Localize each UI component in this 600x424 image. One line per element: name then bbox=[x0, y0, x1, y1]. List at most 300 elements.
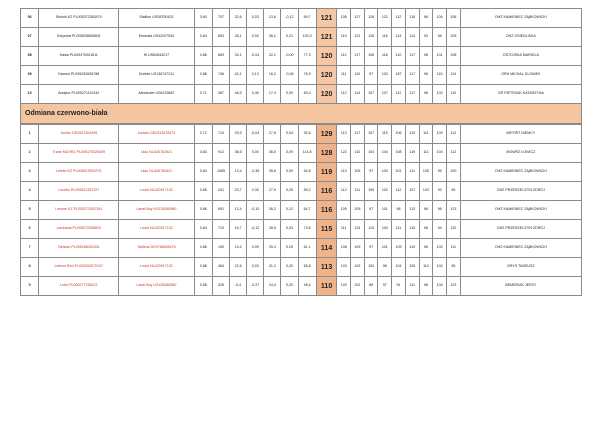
cell-c8: 98 bbox=[433, 201, 447, 220]
cell-bialko-kg: 27,9 bbox=[264, 182, 281, 201]
cell-c7: 111 bbox=[419, 144, 433, 163]
cell-lp: 09 bbox=[21, 66, 39, 85]
cell-mleko: 713 bbox=[212, 220, 229, 239]
cell-c4: 103 bbox=[378, 66, 392, 85]
cell-c3: 110 bbox=[364, 220, 378, 239]
cell-c5: 108 bbox=[392, 144, 406, 163]
cell-pf-score: 121 bbox=[316, 9, 337, 28]
cell-ojciec: Jorasto DE0313678473 bbox=[119, 125, 194, 144]
cell-odbiorca: OHZ KAMIENIEC ZĄBKOWICKI bbox=[460, 239, 581, 258]
cell-odbiorca: IMPORT NIEMCY bbox=[460, 125, 581, 144]
cell-c3: 97 bbox=[364, 239, 378, 258]
table-row bbox=[21, 239, 582, 258]
cell-bialko-kg: 16,2 bbox=[264, 66, 281, 85]
cell-lp: 9 bbox=[21, 277, 39, 296]
cell-ojciec: Emerald US42207534 bbox=[119, 28, 194, 47]
cell-mleko: 387 bbox=[212, 85, 229, 104]
cell-mleko: 326 bbox=[212, 277, 229, 296]
cell-tluszcz-proc: 0,00 bbox=[247, 144, 264, 163]
cell-c4: 101 bbox=[378, 239, 392, 258]
cell-c3: 107 bbox=[364, 125, 378, 144]
cell-c1: 109 bbox=[337, 201, 351, 220]
cell-pf-score: 115 bbox=[316, 220, 337, 239]
cell-lp: 3 bbox=[21, 163, 39, 182]
cell-pf-score: 110 bbox=[316, 277, 337, 296]
cell-tluszcz-kg: 29,5 bbox=[230, 125, 247, 144]
cell-bialko-kg: 21,2 bbox=[264, 258, 281, 277]
cell-c9: 100 bbox=[446, 163, 460, 182]
cell-c9: 123 bbox=[446, 277, 460, 296]
cell-bialko-kg: 22,1 bbox=[264, 47, 281, 66]
cell-mleko: 669 bbox=[212, 47, 229, 66]
cell-tluszcz-kg: 13,4 bbox=[230, 239, 247, 258]
cell-mleko: 912 bbox=[212, 144, 229, 163]
cell-c6: 107 bbox=[405, 182, 419, 201]
cell-bialko-proc: 0,21 bbox=[281, 28, 298, 47]
cell-c8: 94 bbox=[433, 220, 447, 239]
cell-bull: Hawa PL005470001611 bbox=[39, 47, 119, 66]
cell-lp: 08 bbox=[21, 47, 39, 66]
cell-bialko-kg: 13,6 bbox=[264, 9, 281, 28]
cell-pf: 64,7 bbox=[298, 201, 316, 220]
cell-tluszcz-kg: 12,4 bbox=[230, 201, 247, 220]
cell-lp: 06 bbox=[21, 9, 39, 28]
cell-c5: 112 bbox=[392, 85, 406, 104]
cell-bialko-proc: 0,20 bbox=[281, 277, 298, 296]
cell-tluszcz-proc: -0,12 bbox=[247, 220, 264, 239]
cell-c2: 117 bbox=[351, 125, 365, 144]
cell-lp: 10 bbox=[21, 85, 39, 104]
cell-ojciec: Lilac NLA26782621 bbox=[119, 163, 194, 182]
cell-ojciec: Leola NL420917132 bbox=[119, 258, 194, 277]
cell-pf-score: 121 bbox=[316, 28, 337, 47]
table-section bbox=[20, 124, 582, 296]
cell-tluszcz-kg: 38,5 bbox=[230, 144, 247, 163]
cell-rel: 0.72 bbox=[194, 125, 212, 144]
cell-c1: 111 bbox=[337, 220, 351, 239]
cell-c6: 119 bbox=[405, 239, 419, 258]
cell-c8: 104 bbox=[433, 277, 447, 296]
cell-c4: 118 bbox=[378, 47, 392, 66]
cell-bull: Libelin KZ PL005537893279 bbox=[39, 163, 119, 182]
cell-bialko-proc: -0,00 bbox=[281, 47, 298, 66]
cell-c1: 108 bbox=[337, 239, 351, 258]
cell-c9: 95 bbox=[446, 182, 460, 201]
cell-bialko-kg: 17,4 bbox=[264, 85, 281, 104]
table-row bbox=[21, 9, 582, 28]
cell-c6: 105 bbox=[405, 258, 419, 277]
cell-odbiorca: OHZ PRZERZECZYN ZDRÓJ bbox=[460, 182, 581, 201]
cell-pf-score: 120 bbox=[316, 47, 337, 66]
cell-c8: 104 bbox=[433, 9, 447, 28]
cell-ojciec: Hi US62844217 bbox=[119, 47, 194, 66]
cell-bialko-proc: 0,00 bbox=[281, 163, 298, 182]
cell-rel: 0.86 bbox=[194, 47, 212, 66]
cell-pf-score: 128 bbox=[316, 144, 337, 163]
cell-c7: 98 bbox=[419, 47, 433, 66]
cell-c9: 109 bbox=[446, 28, 460, 47]
cell-tluszcz-kg: 46,5 bbox=[230, 85, 247, 104]
cell-c5: 101 bbox=[392, 163, 406, 182]
cell-pf-score: 113 bbox=[316, 258, 337, 277]
cell-lp: 5 bbox=[21, 201, 39, 220]
cell-c4: 97 bbox=[378, 277, 392, 296]
table-row bbox=[21, 258, 582, 277]
cell-bialko-kg: 36,5 bbox=[264, 144, 281, 163]
cell-tluszcz-proc: 0,13 bbox=[247, 66, 264, 85]
cell-c9: 112 bbox=[446, 144, 460, 163]
table-row bbox=[21, 182, 582, 201]
cell-pf: 64,8 bbox=[298, 163, 316, 182]
cell-c9: 111 bbox=[446, 239, 460, 258]
cell-lp: 1 bbox=[21, 125, 39, 144]
cell-ojciec: Lilac NLA26782621 bbox=[119, 144, 194, 163]
cell-c2: 111 bbox=[351, 182, 365, 201]
cell-c9: 110 bbox=[446, 85, 460, 104]
cell-mleko: 653 bbox=[212, 28, 229, 47]
cell-odbiorca: ORH MICHAL GLOWEK bbox=[460, 66, 581, 85]
cell-tluszcz-proc: -0,10 bbox=[247, 201, 264, 220]
cell-c7: 98 bbox=[419, 66, 433, 85]
table-row bbox=[21, 144, 582, 163]
cell-lp: 7 bbox=[21, 239, 39, 258]
cell-c7: 98 bbox=[419, 9, 433, 28]
cell-c3: 109 bbox=[364, 182, 378, 201]
cell-c6: 119 bbox=[405, 144, 419, 163]
cell-tluszcz-proc: -0,04 bbox=[247, 125, 264, 144]
cell-bull: Damon PL005292695788 bbox=[39, 66, 119, 85]
cell-ojciec: Stallion USS8750432 bbox=[119, 9, 194, 28]
cell-c5: 111 bbox=[392, 220, 406, 239]
cell-c2: 109 bbox=[351, 239, 365, 258]
cell-c8: 98 bbox=[433, 28, 447, 47]
cell-bialko-kg: 24,4 bbox=[264, 277, 281, 296]
cell-tluszcz-kg: 33,1 bbox=[230, 47, 247, 66]
cell-pf: 100,3 bbox=[298, 28, 316, 47]
cell-bialko-kg: 27,8 bbox=[264, 125, 281, 144]
cell-c3: 128 bbox=[364, 9, 378, 28]
cell-c2: 121 bbox=[351, 28, 365, 47]
cell-c8: 102 bbox=[433, 85, 447, 104]
cell-c5: 114 bbox=[392, 28, 406, 47]
section-title: Odmiana czerwono-biała bbox=[20, 104, 582, 124]
cell-c5: 91 bbox=[392, 277, 406, 296]
cell-rel: 0.83 bbox=[194, 144, 212, 163]
cell-c5: 112 bbox=[392, 9, 406, 28]
table-row bbox=[21, 125, 582, 144]
cell-pf-score: 120 bbox=[316, 85, 337, 104]
cell-rel: 0.84 bbox=[194, 220, 212, 239]
cell-c2: 127 bbox=[351, 9, 365, 28]
cell-c6: 111 bbox=[405, 163, 419, 182]
cell-mleko: 746 bbox=[212, 66, 229, 85]
cell-pf: 76,9 bbox=[298, 66, 316, 85]
cell-rel: 0.60 bbox=[194, 9, 212, 28]
cell-bull: Trane MCHRZ PL005375325399 bbox=[39, 144, 119, 163]
cell-c1: 112 bbox=[337, 85, 351, 104]
cell-ojciec: Lanel Boy US135080980 bbox=[119, 277, 194, 296]
cell-c2: 103 bbox=[351, 258, 365, 277]
cell-odbiorca: GRYS TADEUSZ bbox=[460, 258, 581, 277]
cell-pf: 69,7 bbox=[298, 9, 316, 28]
table-row bbox=[21, 47, 582, 66]
cell-ojciec: Alexander US6133687 bbox=[119, 85, 194, 104]
table-row bbox=[21, 277, 582, 296]
cell-rel: 0.71 bbox=[194, 85, 212, 104]
cell-tluszcz-kg: -0,4 bbox=[230, 277, 247, 296]
cell-bull: Lambada PL005270285819 bbox=[39, 220, 119, 239]
cell-c4: 103 bbox=[378, 163, 392, 182]
cell-bull: Lewron KZ PL005273292304 bbox=[39, 201, 119, 220]
cell-c4: 104 bbox=[378, 144, 392, 163]
cell-c3: 106 bbox=[364, 47, 378, 66]
cell-c6: 117 bbox=[405, 66, 419, 85]
cell-ojciec: Lanel Boy US135080980 bbox=[119, 201, 194, 220]
cell-c4: 115 bbox=[378, 125, 392, 144]
cell-bialko-proc: 0,00 bbox=[281, 85, 298, 104]
cell-bull: Stolnik KZ PL005372363474 bbox=[39, 9, 119, 28]
cell-tluszcz-kg: 32,6 bbox=[230, 9, 247, 28]
table-top bbox=[20, 8, 582, 104]
cell-lp: 8 bbox=[21, 258, 39, 277]
cell-c9: 112 bbox=[446, 125, 460, 144]
ranking-sheet bbox=[20, 8, 582, 296]
cell-c4: 107 bbox=[378, 85, 392, 104]
cell-odbiorca: OHZ PRZERZECZYN ZDRÓJ bbox=[460, 220, 581, 239]
cell-c5: 112 bbox=[392, 182, 406, 201]
cell-c6: 117 bbox=[405, 47, 419, 66]
cell-c2: 109 bbox=[351, 201, 365, 220]
cell-odbiorca: MOWRZ ŁOWICZ bbox=[460, 144, 581, 163]
cell-lp: 2 bbox=[21, 144, 39, 163]
cell-bialko-kg: 28,9 bbox=[264, 220, 281, 239]
cell-odbiorca: OHZ KAMIENIEC ZĄBKOWICKI bbox=[460, 9, 581, 28]
cell-bialko-kg: 35,8 bbox=[264, 163, 281, 182]
cell-c6: 115 bbox=[405, 220, 419, 239]
cell-c5: 187 bbox=[392, 66, 406, 85]
cell-c7: 98 bbox=[419, 277, 433, 296]
cell-c1: 113 bbox=[337, 163, 351, 182]
cell-c7: 98 bbox=[419, 85, 433, 104]
cell-c9: 106 bbox=[446, 9, 460, 28]
cell-mleko: 1065 bbox=[212, 163, 229, 182]
cell-mleko: 190 bbox=[212, 239, 229, 258]
cell-c3: 89 bbox=[364, 277, 378, 296]
cell-c2: 113 bbox=[351, 220, 365, 239]
cell-tluszcz-kg: 19,7 bbox=[230, 220, 247, 239]
cell-rel: 0.86 bbox=[194, 239, 212, 258]
cell-odbiorca: OSTOJSKA MARIOLA bbox=[460, 47, 581, 66]
cell-c6: 113 bbox=[405, 201, 419, 220]
cell-c5: 109 bbox=[392, 239, 406, 258]
cell-c2: 102 bbox=[351, 277, 365, 296]
cell-c5: 98 bbox=[392, 201, 406, 220]
cell-pf: 83,4 bbox=[298, 85, 316, 104]
cell-c4: 98 bbox=[378, 258, 392, 277]
cell-bialko-proc: -0,12 bbox=[281, 9, 298, 28]
cell-tluszcz-proc: 0,03 bbox=[247, 258, 264, 277]
cell-c4: 104 bbox=[378, 220, 392, 239]
cell-lp: 4 bbox=[21, 182, 39, 201]
cell-tluszcz-proc: 0,40 bbox=[247, 85, 264, 104]
cell-pf-score: 120 bbox=[316, 66, 337, 85]
cell-bull: Eclyenta PL005526895605 bbox=[39, 28, 119, 47]
cell-c2: 105 bbox=[351, 163, 365, 182]
cell-odbiorca: BEMERIAK JERZY bbox=[460, 277, 581, 296]
cell-tluszcz-proc: -0,04 bbox=[247, 47, 264, 66]
cell-c3: 104 bbox=[364, 144, 378, 163]
cell-c3: 107 bbox=[364, 85, 378, 104]
cell-pf: 77,3 bbox=[298, 47, 316, 66]
cell-lp: 07 bbox=[21, 28, 39, 47]
cell-lp: 6 bbox=[21, 220, 39, 239]
cell-c7: 96 bbox=[419, 239, 433, 258]
cell-tluszcz-proc: 0,30 bbox=[247, 182, 264, 201]
cell-tluszcz-proc: 0,03 bbox=[247, 9, 264, 28]
cell-c7: 103 bbox=[419, 182, 433, 201]
table-row bbox=[21, 66, 582, 85]
cell-rel: 0.88 bbox=[194, 258, 212, 277]
cell-c3: 126 bbox=[364, 28, 378, 47]
cell-c3: 97 bbox=[364, 201, 378, 220]
cell-mleko: 707 bbox=[212, 9, 229, 28]
cell-bull: Jumbo DE0537304299 bbox=[39, 125, 119, 144]
cell-ojciec: Taldeus DE0768655478 bbox=[119, 239, 194, 258]
cell-pf: 48,4 bbox=[298, 277, 316, 296]
cell-tluszcz-proc: -0,27 bbox=[247, 277, 264, 296]
cell-c1: 103 bbox=[337, 277, 351, 296]
cell-c1: 111 bbox=[337, 66, 351, 85]
cell-bialko-kg: 36,1 bbox=[264, 28, 281, 47]
table-row bbox=[21, 220, 582, 239]
cell-bialko-proc: 0,12 bbox=[281, 201, 298, 220]
cell-rel: 0.86 bbox=[194, 66, 212, 85]
cell-pf: 73,6 bbox=[298, 220, 316, 239]
cell-c8: 115 bbox=[433, 66, 447, 85]
cell-c6: 111 bbox=[405, 277, 419, 296]
cell-bialko-proc: 0,09 bbox=[281, 144, 298, 163]
cell-c8: 102 bbox=[433, 239, 447, 258]
cell-c9: 108 bbox=[446, 47, 460, 66]
cell-c8: 93 bbox=[433, 182, 447, 201]
cell-bull: Audytor PL005271112442 bbox=[39, 85, 119, 104]
cell-c8: 102 bbox=[433, 258, 447, 277]
cell-pf-score: 119 bbox=[316, 163, 337, 182]
cell-c8: 104 bbox=[433, 144, 447, 163]
cell-tluszcz-kg: 22,6 bbox=[230, 258, 247, 277]
cell-c1: 122 bbox=[337, 144, 351, 163]
cell-c2: 117 bbox=[351, 47, 365, 66]
cell-rel: 0.84 bbox=[194, 163, 212, 182]
cell-bialko-kg: 25,3 bbox=[264, 239, 281, 258]
cell-c4: 116 bbox=[378, 28, 392, 47]
cell-c1: 103 bbox=[337, 258, 351, 277]
cell-pf: 65,8 bbox=[298, 258, 316, 277]
cell-pf-score: 116 bbox=[316, 182, 337, 201]
cell-odbiorca: OHZ OSIEDLISKA bbox=[460, 28, 581, 47]
cell-c3: 97 bbox=[364, 66, 378, 85]
cell-tluszcz-proc: 0,09 bbox=[247, 239, 264, 258]
cell-tluszcz-proc: 0,00 bbox=[247, 28, 264, 47]
cell-tluszcz-kg: 13,4 bbox=[230, 163, 247, 182]
cell-c4: 101 bbox=[378, 201, 392, 220]
cell-tluszcz-kg: 28,1 bbox=[230, 28, 247, 47]
table-row bbox=[21, 85, 582, 104]
cell-pf: 92,6 bbox=[298, 125, 316, 144]
cell-mleko: 484 bbox=[212, 258, 229, 277]
cell-pf: 114,8 bbox=[298, 144, 316, 163]
cell-c8: 109 bbox=[433, 125, 447, 144]
cell-tluszcz-kg: 42,1 bbox=[230, 66, 247, 85]
cell-c7: 110 bbox=[419, 258, 433, 277]
cell-c6: 114 bbox=[405, 28, 419, 47]
cell-c4: 122 bbox=[378, 9, 392, 28]
cell-c7: 93 bbox=[419, 28, 433, 47]
cell-c5: 104 bbox=[392, 258, 406, 277]
table-row bbox=[21, 163, 582, 182]
cell-c7: 105 bbox=[419, 163, 433, 182]
cell-ojciec: Doeble US136747211 bbox=[119, 66, 194, 85]
cell-mleko: 691 bbox=[212, 201, 229, 220]
cell-tluszcz-kg: 23,7 bbox=[230, 182, 247, 201]
table-row bbox=[21, 201, 582, 220]
cell-pf-score: 116 bbox=[316, 201, 337, 220]
cell-c3: 102 bbox=[364, 258, 378, 277]
cell-odbiorca: OHZ KAMIENIEC ZĄBKOWICKI bbox=[460, 163, 581, 182]
cell-odbiorca: GR PIETRZAK KATARZYNA bbox=[460, 85, 581, 104]
cell-bialko-proc: 0,04 bbox=[281, 125, 298, 144]
cell-c1: 112 bbox=[337, 182, 351, 201]
cell-pf: 89,2 bbox=[298, 182, 316, 201]
cell-c7: 96 bbox=[419, 201, 433, 220]
cell-c8: 101 bbox=[433, 47, 447, 66]
cell-bialko-proc: 0,20 bbox=[281, 258, 298, 277]
cell-c2: 110 bbox=[351, 66, 365, 85]
cell-c9: 132 bbox=[446, 220, 460, 239]
cell-ojciec: Leola NL420917132 bbox=[119, 220, 194, 239]
cell-c3: 97 bbox=[364, 163, 378, 182]
cell-pf-score: 114 bbox=[316, 239, 337, 258]
cell-c5: 110 bbox=[392, 47, 406, 66]
cell-bull: Lochbo PL005521397327 bbox=[39, 182, 119, 201]
cell-c5: 106 bbox=[392, 125, 406, 144]
cell-c2: 110 bbox=[351, 144, 365, 163]
cell-bialko-proc: 0,03 bbox=[281, 220, 298, 239]
cell-c6: 119 bbox=[405, 125, 419, 144]
cell-rel: 0.85 bbox=[194, 182, 212, 201]
cell-c9: 114 bbox=[446, 66, 460, 85]
cell-c7: 98 bbox=[419, 220, 433, 239]
cell-c1: 113 bbox=[337, 125, 351, 144]
cell-bull: Tabstan PL005288432301 bbox=[39, 239, 119, 258]
cell-pf: 61,1 bbox=[298, 239, 316, 258]
cell-rel: 0.86 bbox=[194, 201, 212, 220]
cell-pf-score: 129 bbox=[316, 125, 337, 144]
cell-c2: 114 bbox=[351, 85, 365, 104]
cell-bialko-proc: 0,25 bbox=[281, 239, 298, 258]
cell-rel: 0.58 bbox=[194, 277, 212, 296]
cell-bull: Lotor PL005277236107 bbox=[39, 277, 119, 296]
cell-bialko-proc: 0,25 bbox=[281, 182, 298, 201]
cell-c1: 119 bbox=[337, 28, 351, 47]
cell-bialko-proc: -0,06 bbox=[281, 66, 298, 85]
cell-c1: 112 bbox=[337, 47, 351, 66]
cell-c1: 106 bbox=[337, 9, 351, 28]
cell-c6: 118 bbox=[405, 9, 419, 28]
cell-c8: 95 bbox=[433, 163, 447, 182]
cell-odbiorca: OHZ KAMIENIEC ZĄBKOWICKI bbox=[460, 201, 581, 220]
table-row bbox=[21, 28, 582, 47]
